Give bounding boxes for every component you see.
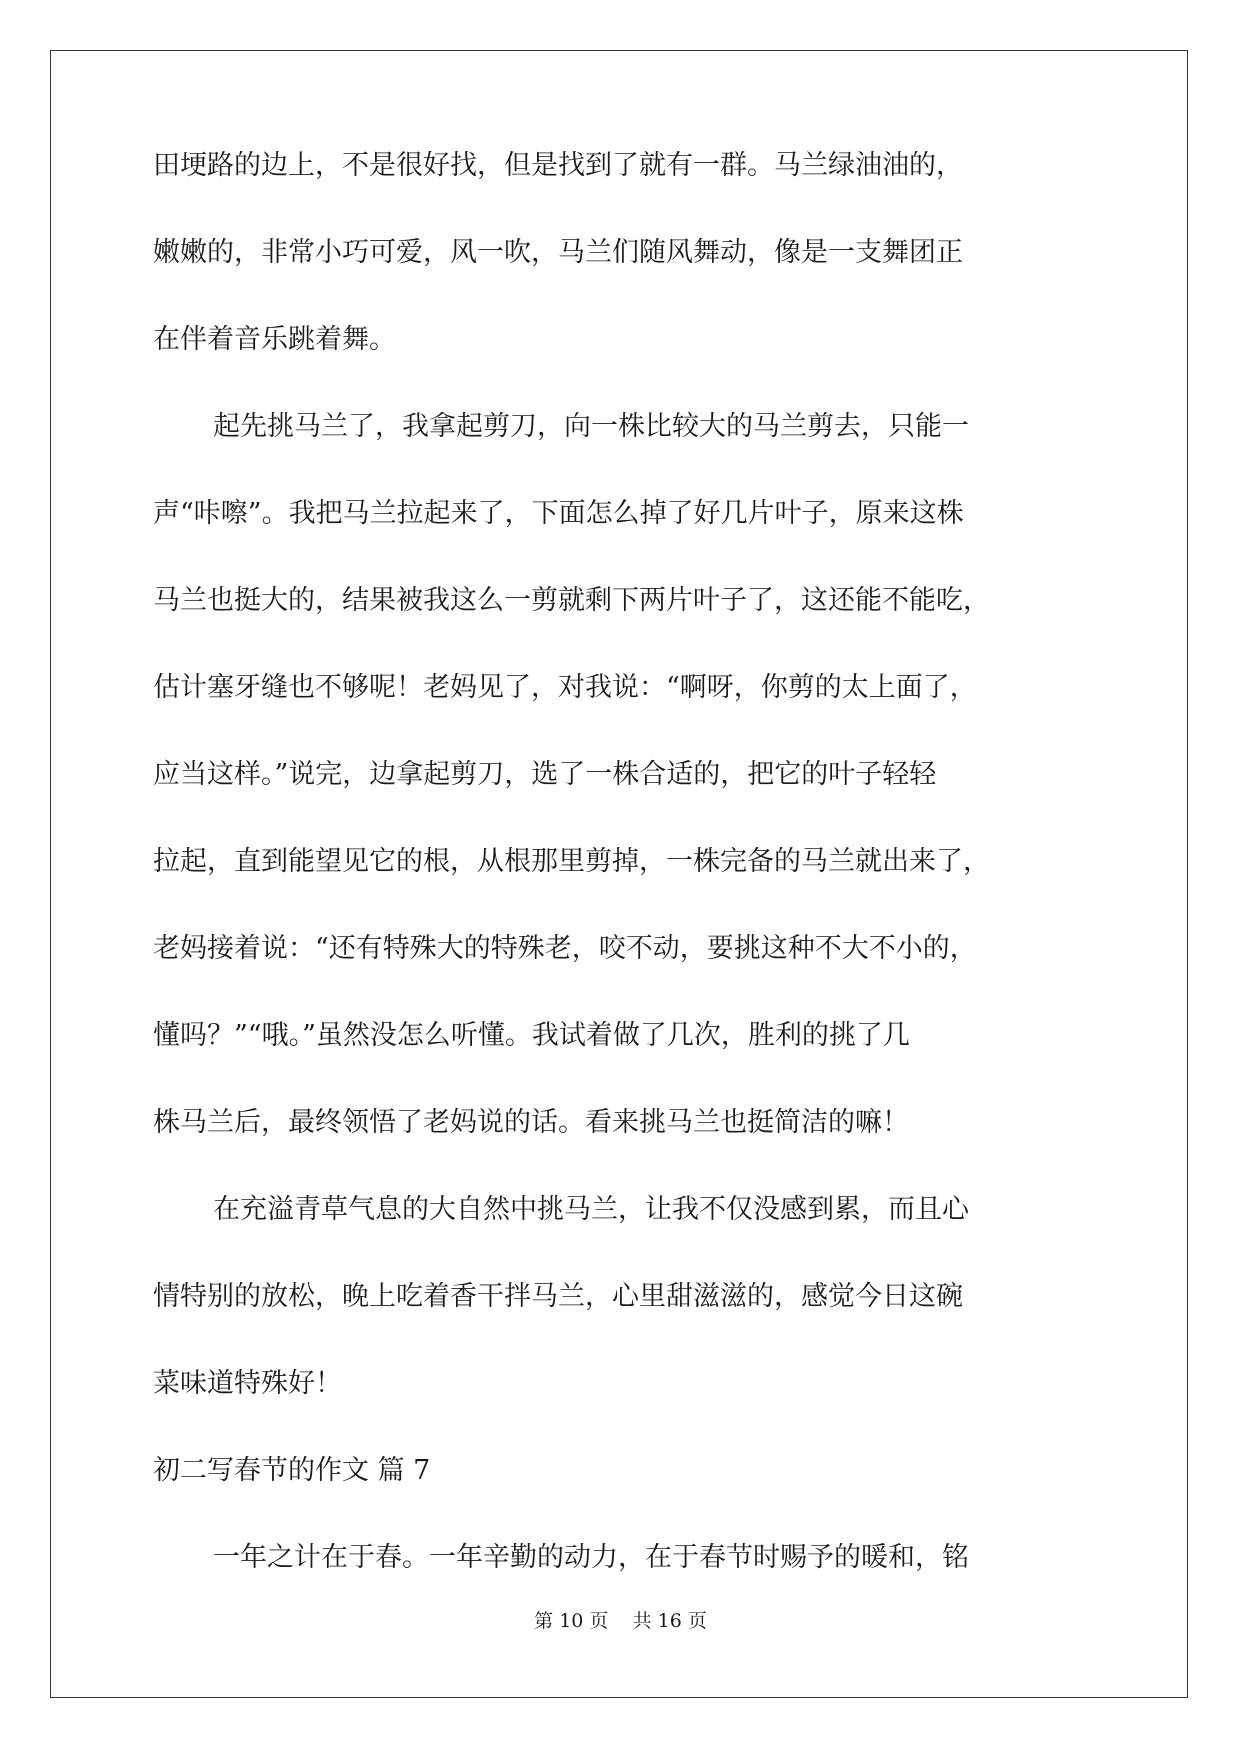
text-line: 老妈接着说：“还有特殊大的特殊老，咬不动，要挑这种不大不小的， xyxy=(153,933,977,964)
text-line: 估计塞牙缝也不够呢！老妈见了，对我说：“啊呀，你剪的太上面了， xyxy=(153,672,977,703)
paragraph-start-line: 起先挑马兰了，我拿起剪刀，向一株比较大的马兰剪去，只能一 xyxy=(213,411,969,442)
text-line: 声“咔嚓”。我把马兰拉起来了，下面怎么掉了好几片叶子，原来这株 xyxy=(153,498,964,529)
text-line: 懂吗？”“哦。”虽然没怎么听懂。我试着做了几次，胜利的挑了几 xyxy=(153,1020,910,1051)
text-line: 应当这样。”说完，边拿起剪刀，选了一株合适的，把它的叶子轻轻 xyxy=(153,759,937,790)
text-line: 拉起，直到能望见它的根，从根那里剪掉，一株完备的马兰就出来了， xyxy=(153,846,990,877)
text-line: 菜味道特殊好！ xyxy=(153,1368,342,1399)
page-footer: 第 10 页 共 16 页 xyxy=(534,1610,707,1632)
text-line: 嫩嫩的，非常小巧可爱，风一吹，马兰们随风舞动，像是一支舞团正 xyxy=(153,237,963,268)
section-heading: 初二写春节的作文 篇 7 xyxy=(153,1455,431,1486)
text-line: 在伴着音乐跳着舞。 xyxy=(153,324,396,355)
text-line: 马兰也挺大的，结果被我这么一剪就剩下两片叶子了，这还能不能吃， xyxy=(153,585,990,616)
paragraph-start-line: 在充溢青草气息的大自然中挑马兰，让我不仅没感到累，而且心 xyxy=(213,1194,969,1225)
text-line: 株马兰后，最终领悟了老妈说的话。看来挑马兰也挺简洁的嘛！ xyxy=(153,1107,909,1138)
document-body xyxy=(153,152,1083,1631)
paragraph-start-line: 一年之计在于春。一年辛勤的动力，在于春节时赐予的暖和，铭 xyxy=(213,1542,969,1573)
text-line: 情特别的放松，晚上吃着香干拌马兰，心里甜滋滋的，感觉今日这碗 xyxy=(153,1281,963,1312)
text-line: 田埂路的边上，不是很好找，但是找到了就有一群。马兰绿油油的， xyxy=(153,150,963,181)
